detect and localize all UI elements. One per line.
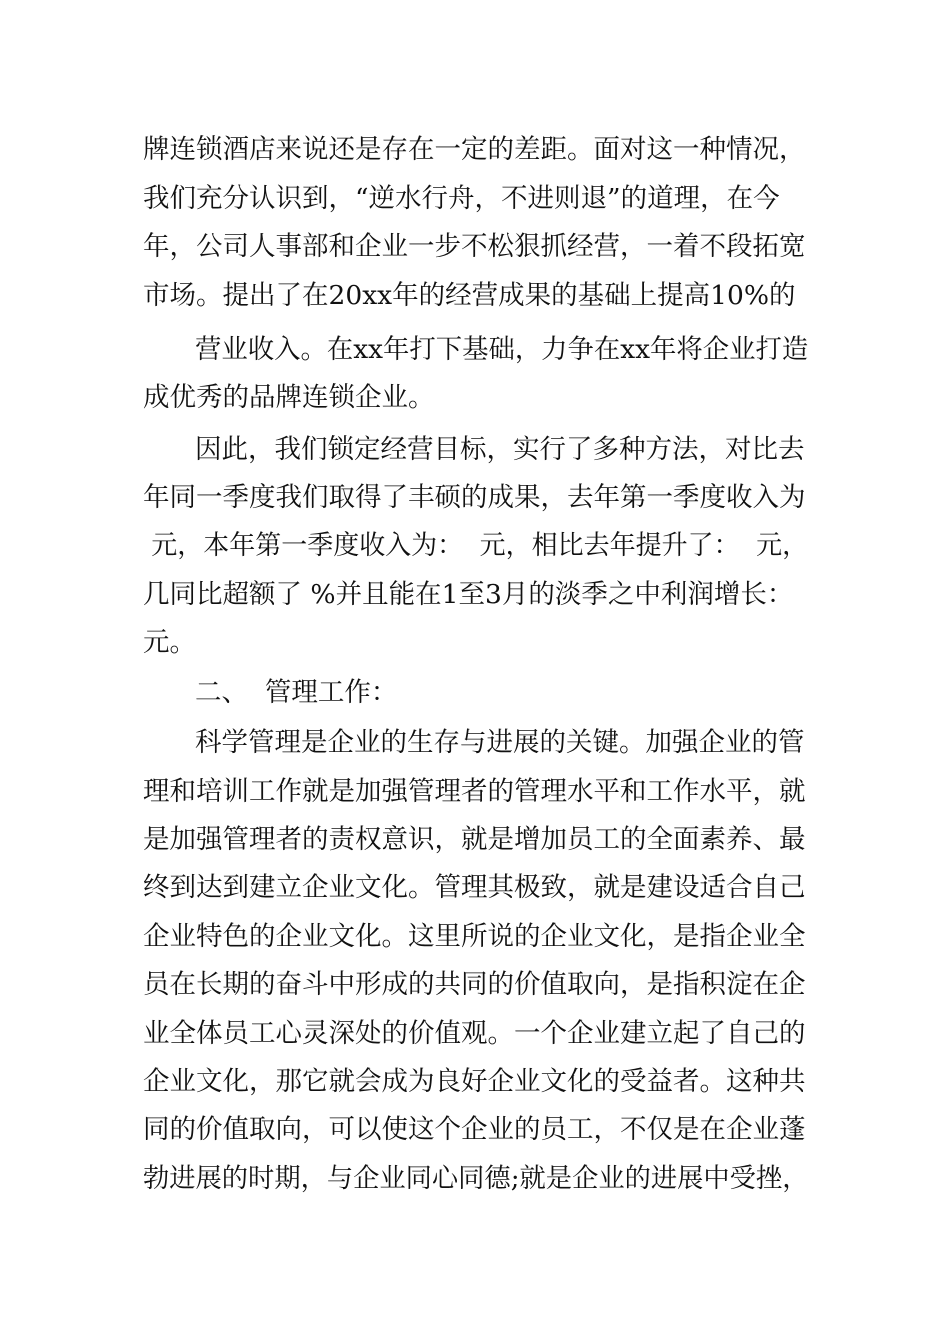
- text-line: 理和培训工作就是加强管理者的管理水平和工作水平，就: [143, 776, 806, 807]
- text-line: 市场。提出了在20xx年的经营成果的基础上提高10%的: [143, 280, 796, 311]
- text-line: 营业收入。在xx年打下基础，力争在xx年将企业打造: [195, 334, 809, 365]
- text-line: 是加强管理者的责权意识，就是增加员工的全面素养、最: [143, 824, 806, 855]
- text-line: 几同比超额了 %并且能在1至3月的淡季之中利润增长：: [143, 579, 794, 610]
- text-line: 科学管理是企业的生存与进展的关键。加强企业的管: [195, 727, 805, 758]
- text-line: 终到达到建立企业文化。管理其极致，就是建设适合自己: [143, 872, 806, 903]
- text-line: 因此，我们锁定经营目标，实行了多种方法，对比去: [195, 434, 805, 465]
- text-line: 企业文化，那它就会成为良好企业文化的受益者。这种共: [143, 1066, 806, 1097]
- text-line: 年同一季度我们取得了丰硕的成果，去年第一季度收入为: [143, 482, 806, 513]
- text-line: 成优秀的品牌连锁企业。: [143, 382, 435, 413]
- text-line: 勃进展的时期，与企业同心同德;就是企业的进展中受挫，: [143, 1163, 809, 1194]
- text-line: 元，本年第一季度收入为： 元，相比去年提升了： 元，: [143, 530, 809, 561]
- text-line: 同的价值取向，可以使这个企业的员工，不仅是在企业蓬: [143, 1114, 806, 1145]
- text-line: 元。: [143, 627, 196, 658]
- section-heading: 二、 管理工作：: [195, 677, 398, 708]
- text-line: 我们充分认识到，“逆水行舟，不进则退”的道理，在今: [143, 183, 780, 214]
- text-line: 企业特色的企业文化。这里所说的企业文化，是指企业全: [143, 921, 806, 952]
- text-line: 牌连锁酒店来说还是存在一定的差距。面对这一种情况，: [143, 134, 806, 165]
- text-line: 员在长期的奋斗中形成的共同的价值取向，是指积淀在企: [143, 969, 806, 1000]
- text-line: 业全体员工心灵深处的价值观。一个企业建立起了自己的: [143, 1018, 806, 1049]
- text-line: 年，公司人事部和企业一步不松狠抓经营，一着不段拓宽: [143, 231, 806, 262]
